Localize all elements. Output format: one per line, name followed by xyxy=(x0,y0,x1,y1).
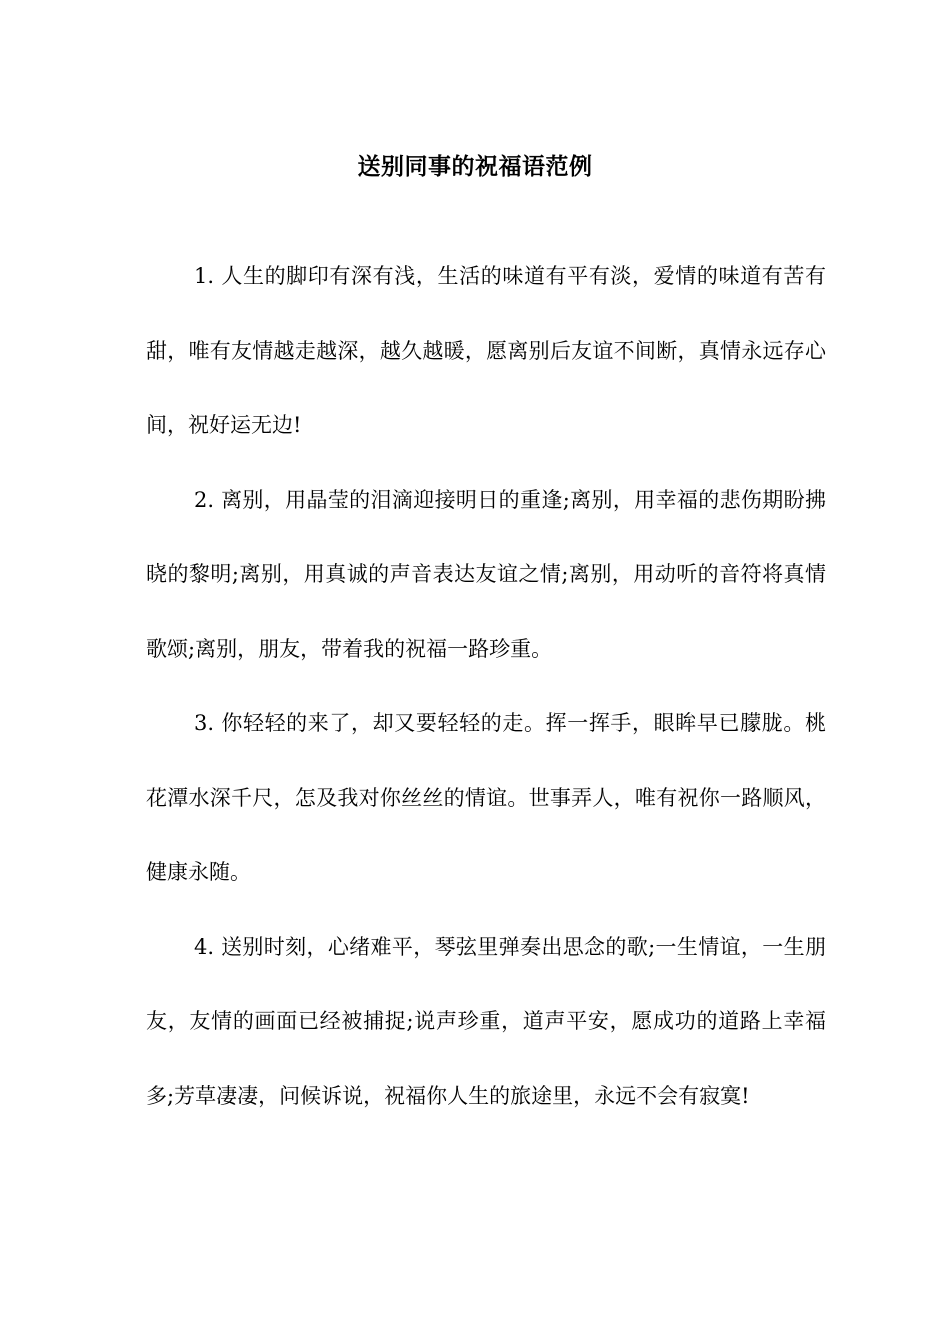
document-title: 送别同事的祝福语范例 xyxy=(357,153,593,181)
document-body xyxy=(146,239,826,1133)
paragraph-2: 2. 离别，用晶莹的泪滴迎接明日的重逢;离别，用幸福的悲伤期盼拂晓的黎明;离别，用真诚的声音表达友谊之情;离别，用动听的音符将真情歌颂;离别，朋友，带着我的祝福一路珍重。 xyxy=(146,487,826,661)
paragraph-1: 1. 人生的脚印有深有浅，生活的味道有平有淡，爱情的味道有苦有甜，唯有友情越走越深，越久越暖，愿离别后友谊不间断，真情永远存心间，祝好运无边! xyxy=(146,264,826,437)
paragraph-4: 4. 送别时刻，心绪难平，琴弦里弹奏出思念的歌;一生情谊，一生朋友，友情的画面已经被捕捉;说声珍重，道声平安，愿成功的道路上幸福多;芳草凄凄，问候诉说，祝福你人生的旅途里，永远不会有寂寞! xyxy=(146,934,826,1108)
paragraph-3: 3. 你轻轻的来了，却又要轻轻的走。挥一挥手，眼眸早已朦胧。桃花潭水深千尺，怎及我对你丝丝的情谊。世事弄人，唯有祝你一路顺风，健康永随。 xyxy=(146,711,826,884)
